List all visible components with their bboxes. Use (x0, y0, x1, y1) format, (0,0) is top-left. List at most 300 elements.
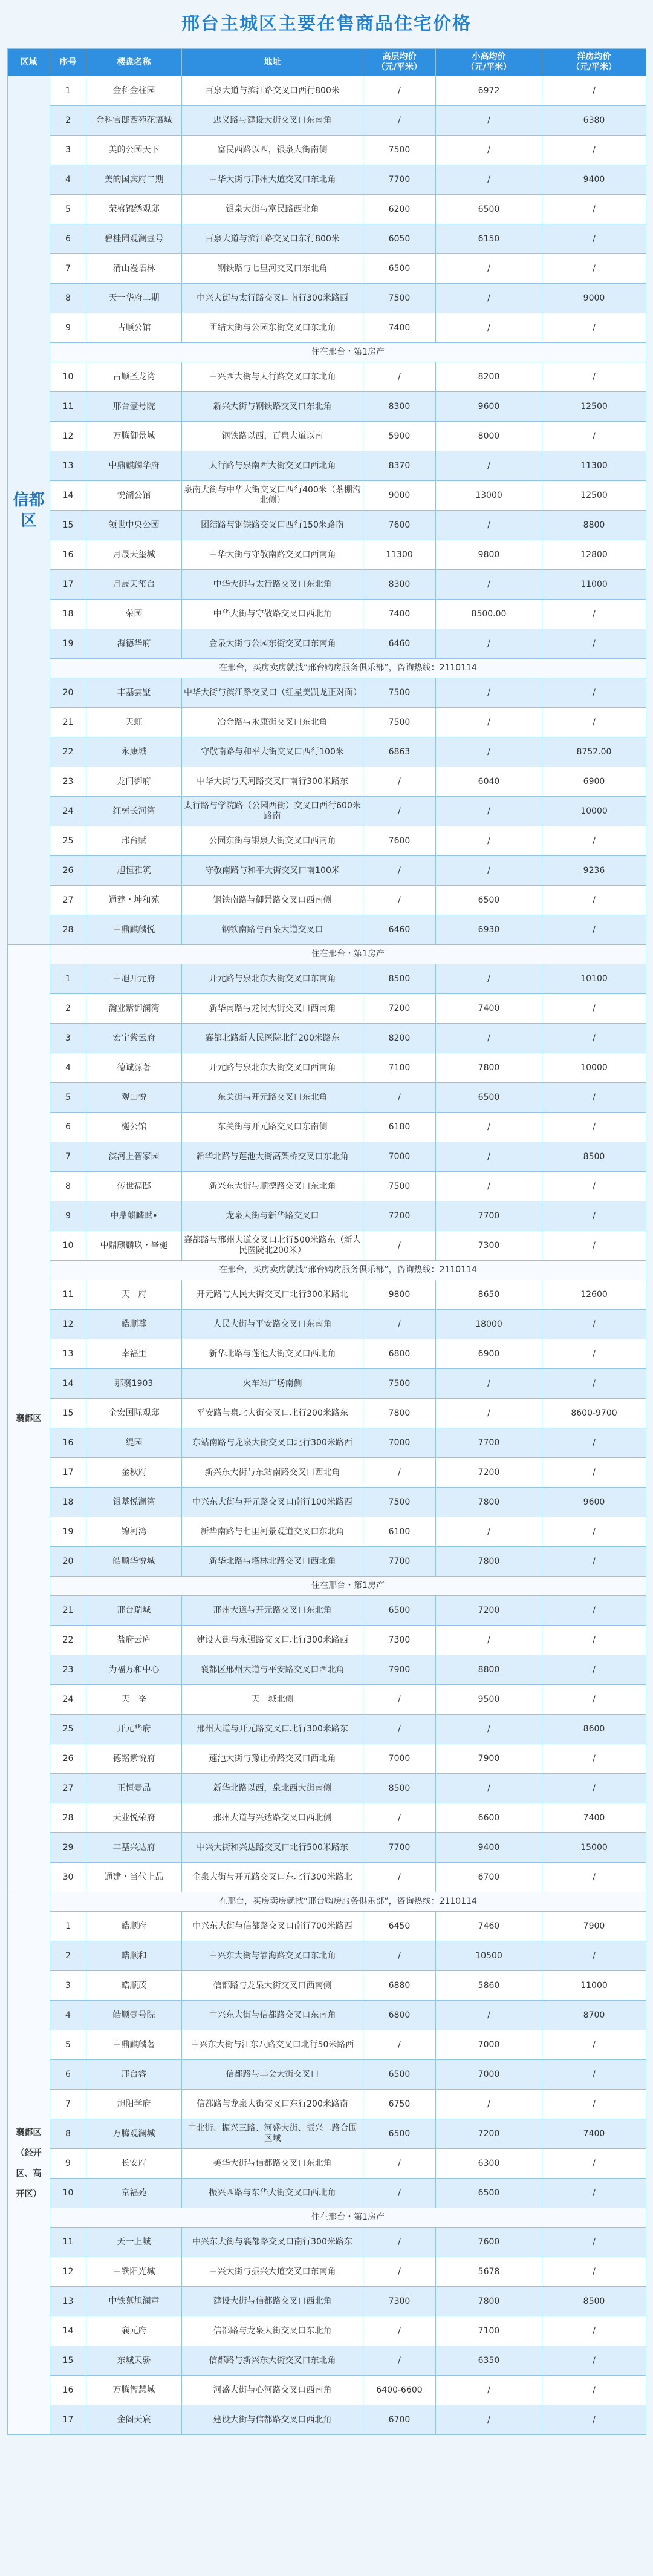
project-name: 龙门御府 (86, 767, 182, 797)
address: 金泉大街与开元路交叉口东北行300米路北 (182, 1863, 363, 1892)
small-high-price: 7200 (436, 1458, 542, 1488)
header-small-high-price: 小高均价 （元/平米） (436, 49, 542, 76)
high-rise-price: / (363, 767, 436, 797)
high-rise-price: 6050 (363, 224, 436, 254)
row-number: 15 (50, 2346, 86, 2376)
small-high-price: 6500 (436, 195, 542, 224)
address: 泉南大街与中华大街交叉口西行400米（茶棚沟北侧） (182, 481, 363, 511)
row-number: 2 (50, 1941, 86, 1971)
small-high-price: 8000 (436, 422, 542, 451)
table-row (8, 737, 646, 767)
high-rise-price: 6800 (363, 2001, 436, 2030)
villa-price: / (542, 1310, 646, 1339)
row-number: 7 (50, 1142, 86, 1172)
row-number: 4 (50, 1053, 86, 1083)
project-name: 银基悦澜湾 (86, 1488, 182, 1517)
address: 中兴大街与太行路交叉口南行300米路西 (182, 284, 363, 313)
villa-price: / (542, 1744, 646, 1774)
row-number: 10 (50, 362, 86, 392)
high-rise-price: 7300 (363, 1626, 436, 1655)
table-row (8, 629, 646, 659)
project-name: 中鼎麒麟著 (86, 2030, 182, 2060)
villa-price: 15000 (542, 1833, 646, 1863)
table-row (8, 224, 646, 254)
table-row (8, 1971, 646, 2001)
villa-price: 10000 (542, 797, 646, 826)
row-number: 25 (50, 1715, 86, 1744)
row-number: 9 (50, 2149, 86, 2179)
small-high-price: 7300 (436, 1231, 542, 1261)
small-high-price: / (436, 708, 542, 737)
project-name: 中鼎麒麟赋• (86, 1201, 182, 1231)
villa-price: 9000 (542, 284, 646, 313)
table-row (8, 392, 646, 422)
table-row (8, 1310, 646, 1339)
project-name: 长安府 (86, 2149, 182, 2179)
villa-price: 12500 (542, 392, 646, 422)
address: 银泉大街与富民路西北角 (182, 195, 363, 224)
address: 钢铁路与七里河交叉口东北角 (182, 254, 363, 284)
small-high-price: 8650 (436, 1280, 542, 1310)
small-high-price: / (436, 511, 542, 540)
small-high-price: 6500 (436, 2179, 542, 2208)
address: 河盛大街与心河路交叉口西南角 (182, 2376, 363, 2405)
small-high-price: 6972 (436, 76, 542, 106)
project-name: 荣园 (86, 600, 182, 629)
high-rise-price: / (363, 1458, 436, 1488)
villa-price: / (542, 1596, 646, 1626)
villa-price: / (542, 1941, 646, 1971)
small-high-price: / (436, 1626, 542, 1655)
villa-price: / (542, 1626, 646, 1655)
project-name: 东城天骄 (86, 2346, 182, 2376)
small-high-price: 7700 (436, 1201, 542, 1231)
address: 邢州大道与兴达路交叉口西北侧 (182, 1803, 363, 1833)
high-rise-price: 6863 (363, 737, 436, 767)
small-high-price: / (436, 737, 542, 767)
small-high-price: 9800 (436, 540, 542, 570)
high-rise-price: / (363, 797, 436, 826)
project-name: 那襄1903 (86, 1369, 182, 1399)
table-row (8, 1231, 646, 1261)
table-row (8, 481, 646, 511)
project-name: 中旭开元府 (86, 964, 182, 994)
high-rise-price: / (363, 1310, 436, 1339)
project-name: 邢台赋 (86, 826, 182, 856)
high-rise-price: / (363, 2030, 436, 2060)
row-number: 28 (50, 1803, 86, 1833)
high-rise-price: 6450 (363, 1912, 436, 1941)
project-name: 天一峯 (86, 1685, 182, 1715)
header-address: 地址 (182, 49, 363, 76)
villa-price: / (542, 1655, 646, 1685)
high-rise-price: 8370 (363, 451, 436, 481)
villa-price: / (542, 2179, 646, 2208)
address: 天一城北侧 (182, 1685, 363, 1715)
table-row (8, 1142, 646, 1172)
high-rise-price: / (363, 1803, 436, 1833)
address: 新兴东大街与东站南路交叉口西北角 (182, 1458, 363, 1488)
small-high-price: 7100 (436, 2316, 542, 2346)
price-table (7, 48, 646, 2435)
project-name: 锦河湾 (86, 1517, 182, 1547)
villa-price: / (542, 313, 646, 343)
project-name: 德铭紫悦府 (86, 1744, 182, 1774)
row-number: 13 (50, 451, 86, 481)
table-row (8, 1863, 646, 1892)
project-name: 天一华府二期 (86, 284, 182, 313)
high-rise-price: / (363, 1685, 436, 1715)
project-name: 樾公馆 (86, 1113, 182, 1142)
row-number: 9 (50, 1201, 86, 1231)
small-high-price: 13000 (436, 481, 542, 511)
address: 信都路与龙泉大街交叉口东北角 (182, 2316, 363, 2346)
small-high-price: 7200 (436, 2119, 542, 2149)
high-rise-price: 6100 (363, 1517, 436, 1547)
address: 百泉大道与滨江路交叉口东行800米 (182, 224, 363, 254)
high-rise-price: 7000 (363, 1142, 436, 1172)
small-high-price: / (436, 2376, 542, 2405)
high-rise-price: 6500 (363, 2119, 436, 2149)
address: 钢铁南路与百泉大道交叉口 (182, 915, 363, 945)
address: 东站南路与龙泉大街交叉口北行300米路西 (182, 1428, 363, 1458)
address: 信都路与龙泉大街交叉口西南侧 (182, 1971, 363, 2001)
row-number: 8 (50, 2119, 86, 2149)
small-high-price: / (436, 451, 542, 481)
row-number: 3 (50, 1024, 86, 1053)
address: 中兴东大街与襄都路交叉口南行300米路东 (182, 2228, 363, 2257)
address: 团结大街与公园东街交叉口东北角 (182, 313, 363, 343)
high-rise-price: 9000 (363, 481, 436, 511)
address: 邢州大道与开元路交叉口东北角 (182, 1596, 363, 1626)
table-row (8, 1024, 646, 1053)
villa-price: / (542, 1547, 646, 1577)
villa-price: / (542, 678, 646, 708)
small-high-price: / (436, 2090, 542, 2119)
row-number: 18 (50, 600, 86, 629)
project-name: 襄元府 (86, 2316, 182, 2346)
villa-price: 10100 (542, 964, 646, 994)
table-row (8, 2228, 646, 2257)
address: 守敬南路与和平大街交叉口南100米 (182, 856, 363, 886)
villa-price: 7900 (542, 1912, 646, 1941)
small-high-price: 7800 (436, 1053, 542, 1083)
high-rise-price: 7600 (363, 511, 436, 540)
address: 太行路与泉南西大街交叉口西北角 (182, 451, 363, 481)
high-rise-price: / (363, 2179, 436, 2208)
high-rise-price: 7000 (363, 1428, 436, 1458)
row-number: 17 (50, 1458, 86, 1488)
address: 新华北路与莲池大街高架桥交叉口东北角 (182, 1142, 363, 1172)
row-number: 1 (50, 1912, 86, 1941)
row-number: 11 (50, 1280, 86, 1310)
villa-price: / (542, 708, 646, 737)
address: 中华大街与邢州大道交叉口东北角 (182, 165, 363, 195)
high-rise-price: 7700 (363, 1547, 436, 1577)
high-rise-price: 5900 (363, 422, 436, 451)
high-rise-price: 7500 (363, 708, 436, 737)
villa-price: 6380 (542, 106, 646, 136)
address: 莲池大街与豫让桥路交叉口西北角 (182, 1744, 363, 1774)
address: 中兴东大街与开元路交叉口南行100米路西 (182, 1488, 363, 1517)
project-name: 美的国宾府二期 (86, 165, 182, 195)
high-rise-price: 7200 (363, 994, 436, 1024)
table-row (8, 1280, 646, 1310)
table-row (8, 511, 646, 540)
villa-price: / (542, 1201, 646, 1231)
project-name: 中铁慕旭澜章 (86, 2287, 182, 2316)
small-high-price: 7400 (436, 994, 542, 1024)
villa-price: 9236 (542, 856, 646, 886)
row-number: 2 (50, 994, 86, 1024)
villa-price: / (542, 2405, 646, 2435)
small-high-price: / (436, 1142, 542, 1172)
high-rise-price: 6500 (363, 2060, 436, 2090)
small-high-price: / (436, 2405, 542, 2435)
project-name: 月晟天玺台 (86, 570, 182, 600)
address: 中兴大街与振兴大道交叉口东南角 (182, 2257, 363, 2287)
table-row (8, 284, 646, 313)
row-number: 19 (50, 629, 86, 659)
table-row (8, 1172, 646, 1201)
small-high-price: / (436, 570, 542, 600)
table-row (8, 964, 646, 994)
project-name: 荣盛锦绣观邸 (86, 195, 182, 224)
notice-row (8, 343, 646, 362)
header-villa-price: 洋房均价 （元/平米） (542, 49, 646, 76)
villa-price: / (542, 2316, 646, 2346)
high-rise-price: 7500 (363, 678, 436, 708)
row-number: 27 (50, 886, 86, 915)
small-high-price: / (436, 1024, 542, 1053)
notice-text: 在邢台，买房卖房就找“邢台购房服务俱乐部”，咨询热线：2110114 (50, 1261, 646, 1280)
row-number: 7 (50, 254, 86, 284)
small-high-price: / (436, 856, 542, 886)
project-name: 皓顺壹号院 (86, 2001, 182, 2030)
table-row (8, 994, 646, 1024)
row-number: 5 (50, 1083, 86, 1113)
small-high-price: / (436, 797, 542, 826)
small-high-price: / (436, 1113, 542, 1142)
small-high-price: 7600 (436, 2228, 542, 2257)
villa-price: / (542, 2149, 646, 2179)
high-rise-price: 7200 (363, 1201, 436, 1231)
table-row (8, 76, 646, 106)
small-high-price: / (436, 254, 542, 284)
table-row (8, 886, 646, 915)
villa-price: / (542, 254, 646, 284)
project-name: 皓顺和 (86, 1941, 182, 1971)
table-row (8, 708, 646, 737)
project-name: 旭阳学府 (86, 2090, 182, 2119)
row-number: 8 (50, 284, 86, 313)
row-number: 21 (50, 1596, 86, 1626)
table-row (8, 2030, 646, 2060)
project-name: 通建・坤和苑 (86, 886, 182, 915)
row-number: 8 (50, 1172, 86, 1201)
high-rise-price: / (363, 2257, 436, 2287)
table-row (8, 1053, 646, 1083)
table-row (8, 1399, 646, 1428)
villa-price: / (542, 1083, 646, 1113)
small-high-price: 7200 (436, 1596, 542, 1626)
small-high-price: 6040 (436, 767, 542, 797)
address: 中兴西大街与太行路交叉口东北角 (182, 362, 363, 392)
table-row (8, 451, 646, 481)
project-name: 金科金柱园 (86, 76, 182, 106)
high-rise-price: / (363, 2149, 436, 2179)
header-project-name: 楼盘名称 (86, 49, 182, 76)
table-row (8, 1547, 646, 1577)
high-rise-price: 7500 (363, 1369, 436, 1399)
table-row (8, 600, 646, 629)
row-number: 20 (50, 1547, 86, 1577)
villa-price: / (542, 826, 646, 856)
row-number: 3 (50, 1971, 86, 2001)
small-high-price: / (436, 1369, 542, 1399)
high-rise-price: 6460 (363, 629, 436, 659)
project-name: 海德华府 (86, 629, 182, 659)
table-row (8, 2346, 646, 2376)
villa-price: / (542, 1231, 646, 1261)
project-name: 邢台瑞城 (86, 1596, 182, 1626)
project-name: 红树长河湾 (86, 797, 182, 826)
high-rise-price: / (363, 856, 436, 886)
small-high-price: / (436, 106, 542, 136)
high-rise-price: 7000 (363, 1744, 436, 1774)
high-rise-price: 7600 (363, 826, 436, 856)
villa-price: / (542, 1339, 646, 1369)
small-high-price: 7460 (436, 1912, 542, 1941)
villa-price: 8600-9700 (542, 1399, 646, 1428)
high-rise-price: / (363, 2346, 436, 2376)
high-rise-price: / (363, 1083, 436, 1113)
villa-price: 7400 (542, 1803, 646, 1833)
project-name: 美的公园天下 (86, 136, 182, 165)
table-row (8, 2257, 646, 2287)
table-row (8, 1941, 646, 1971)
villa-price: 11300 (542, 451, 646, 481)
row-number: 7 (50, 2090, 86, 2119)
project-name: 天一上城 (86, 2228, 182, 2257)
address: 新华南路与七里河景观道交叉口东北角 (182, 1517, 363, 1547)
row-number: 16 (50, 2376, 86, 2405)
high-rise-price: 7500 (363, 136, 436, 165)
region-cell: 信都区 (8, 76, 50, 945)
row-number: 14 (50, 1369, 86, 1399)
villa-price: / (542, 1774, 646, 1803)
villa-price: / (542, 1517, 646, 1547)
villa-price: 6900 (542, 767, 646, 797)
high-rise-price: 6700 (363, 2405, 436, 2435)
high-rise-price: 7700 (363, 1833, 436, 1863)
table-row (8, 2316, 646, 2346)
high-rise-price: 8500 (363, 1774, 436, 1803)
small-high-price: 8200 (436, 362, 542, 392)
address: 中兴东大街与信都路交叉口南行700米路西 (182, 1912, 363, 1941)
row-number: 25 (50, 826, 86, 856)
small-high-price: 7900 (436, 1744, 542, 1774)
villa-price: 12600 (542, 1280, 646, 1310)
row-number: 24 (50, 1685, 86, 1715)
table-row (8, 2287, 646, 2316)
table-row (8, 856, 646, 886)
address: 信都路与龙泉大街交叉口东行200米路南 (182, 2090, 363, 2119)
project-name: 宏宇紫云府 (86, 1024, 182, 1053)
project-name: 万腾御景城 (86, 422, 182, 451)
high-rise-price: 6400-6600 (363, 2376, 436, 2405)
project-name: 皓顺华悦城 (86, 1547, 182, 1577)
table-row (8, 1517, 646, 1547)
table-row (8, 1655, 646, 1685)
address: 开元路与人民大街交叉口北行300米路北 (182, 1280, 363, 1310)
row-number: 18 (50, 1488, 86, 1517)
table-row (8, 678, 646, 708)
project-name: 邢台壹号院 (86, 392, 182, 422)
address: 人民大街与平安路交叉口东南角 (182, 1310, 363, 1339)
villa-price: / (542, 195, 646, 224)
row-number: 10 (50, 1231, 86, 1261)
villa-price: 9600 (542, 1488, 646, 1517)
row-number: 12 (50, 1310, 86, 1339)
small-high-price: 7800 (436, 1488, 542, 1517)
small-high-price: 18000 (436, 1310, 542, 1339)
small-high-price: / (436, 629, 542, 659)
header-region: 区域 (8, 49, 50, 76)
address: 冶金路与永康街交叉口东北角 (182, 708, 363, 737)
table-row (8, 422, 646, 451)
villa-price: / (542, 2346, 646, 2376)
row-number: 16 (50, 1428, 86, 1458)
project-name: 开元华府 (86, 1715, 182, 1744)
villa-price: / (542, 224, 646, 254)
project-name: 中鼎麒麟玖・峯樾 (86, 1231, 182, 1261)
project-name: 皓顺尊 (86, 1310, 182, 1339)
row-number: 10 (50, 2179, 86, 2208)
high-rise-price: 7400 (363, 313, 436, 343)
high-rise-price: 8500 (363, 964, 436, 994)
high-rise-price: 8200 (363, 1024, 436, 1053)
notice-row (8, 1261, 646, 1280)
high-rise-price: 7300 (363, 2287, 436, 2316)
row-number: 13 (50, 1339, 86, 1369)
address: 开元路与泉北东大街交叉口东南角 (182, 964, 363, 994)
address: 新华北路与塔林北路交叉口西北角 (182, 1547, 363, 1577)
table-row (8, 915, 646, 945)
table-row (8, 1803, 646, 1833)
row-number: 14 (50, 2316, 86, 2346)
notice-text: 住在邢台・第1房产 (50, 2208, 646, 2228)
high-rise-price: 9800 (363, 1280, 436, 1310)
address: 太行路与学院路（公园西街）交叉口西行600米路南 (182, 797, 363, 826)
address: 忠义路与建设大街交叉口东南角 (182, 106, 363, 136)
project-name: 中鼎麒麟华府 (86, 451, 182, 481)
table-row (8, 2090, 646, 2119)
project-name: 观山悦 (86, 1083, 182, 1113)
notice-text: 在邢台，买房卖房就找“邢台购房服务俱乐部”，咨询热线：2110114 (50, 659, 646, 678)
address: 守敬南路与和平大街交叉口西行100米 (182, 737, 363, 767)
address: 火车站广场南侧 (182, 1369, 363, 1399)
table-row (8, 1083, 646, 1113)
high-rise-price: 7500 (363, 284, 436, 313)
project-name: 中鼎麒麟悦 (86, 915, 182, 945)
villa-price: 7400 (542, 2119, 646, 2149)
villa-price: / (542, 76, 646, 106)
villa-price: / (542, 362, 646, 392)
villa-price: / (542, 1863, 646, 1892)
notice-row (8, 1892, 646, 1912)
table-row (8, 570, 646, 600)
